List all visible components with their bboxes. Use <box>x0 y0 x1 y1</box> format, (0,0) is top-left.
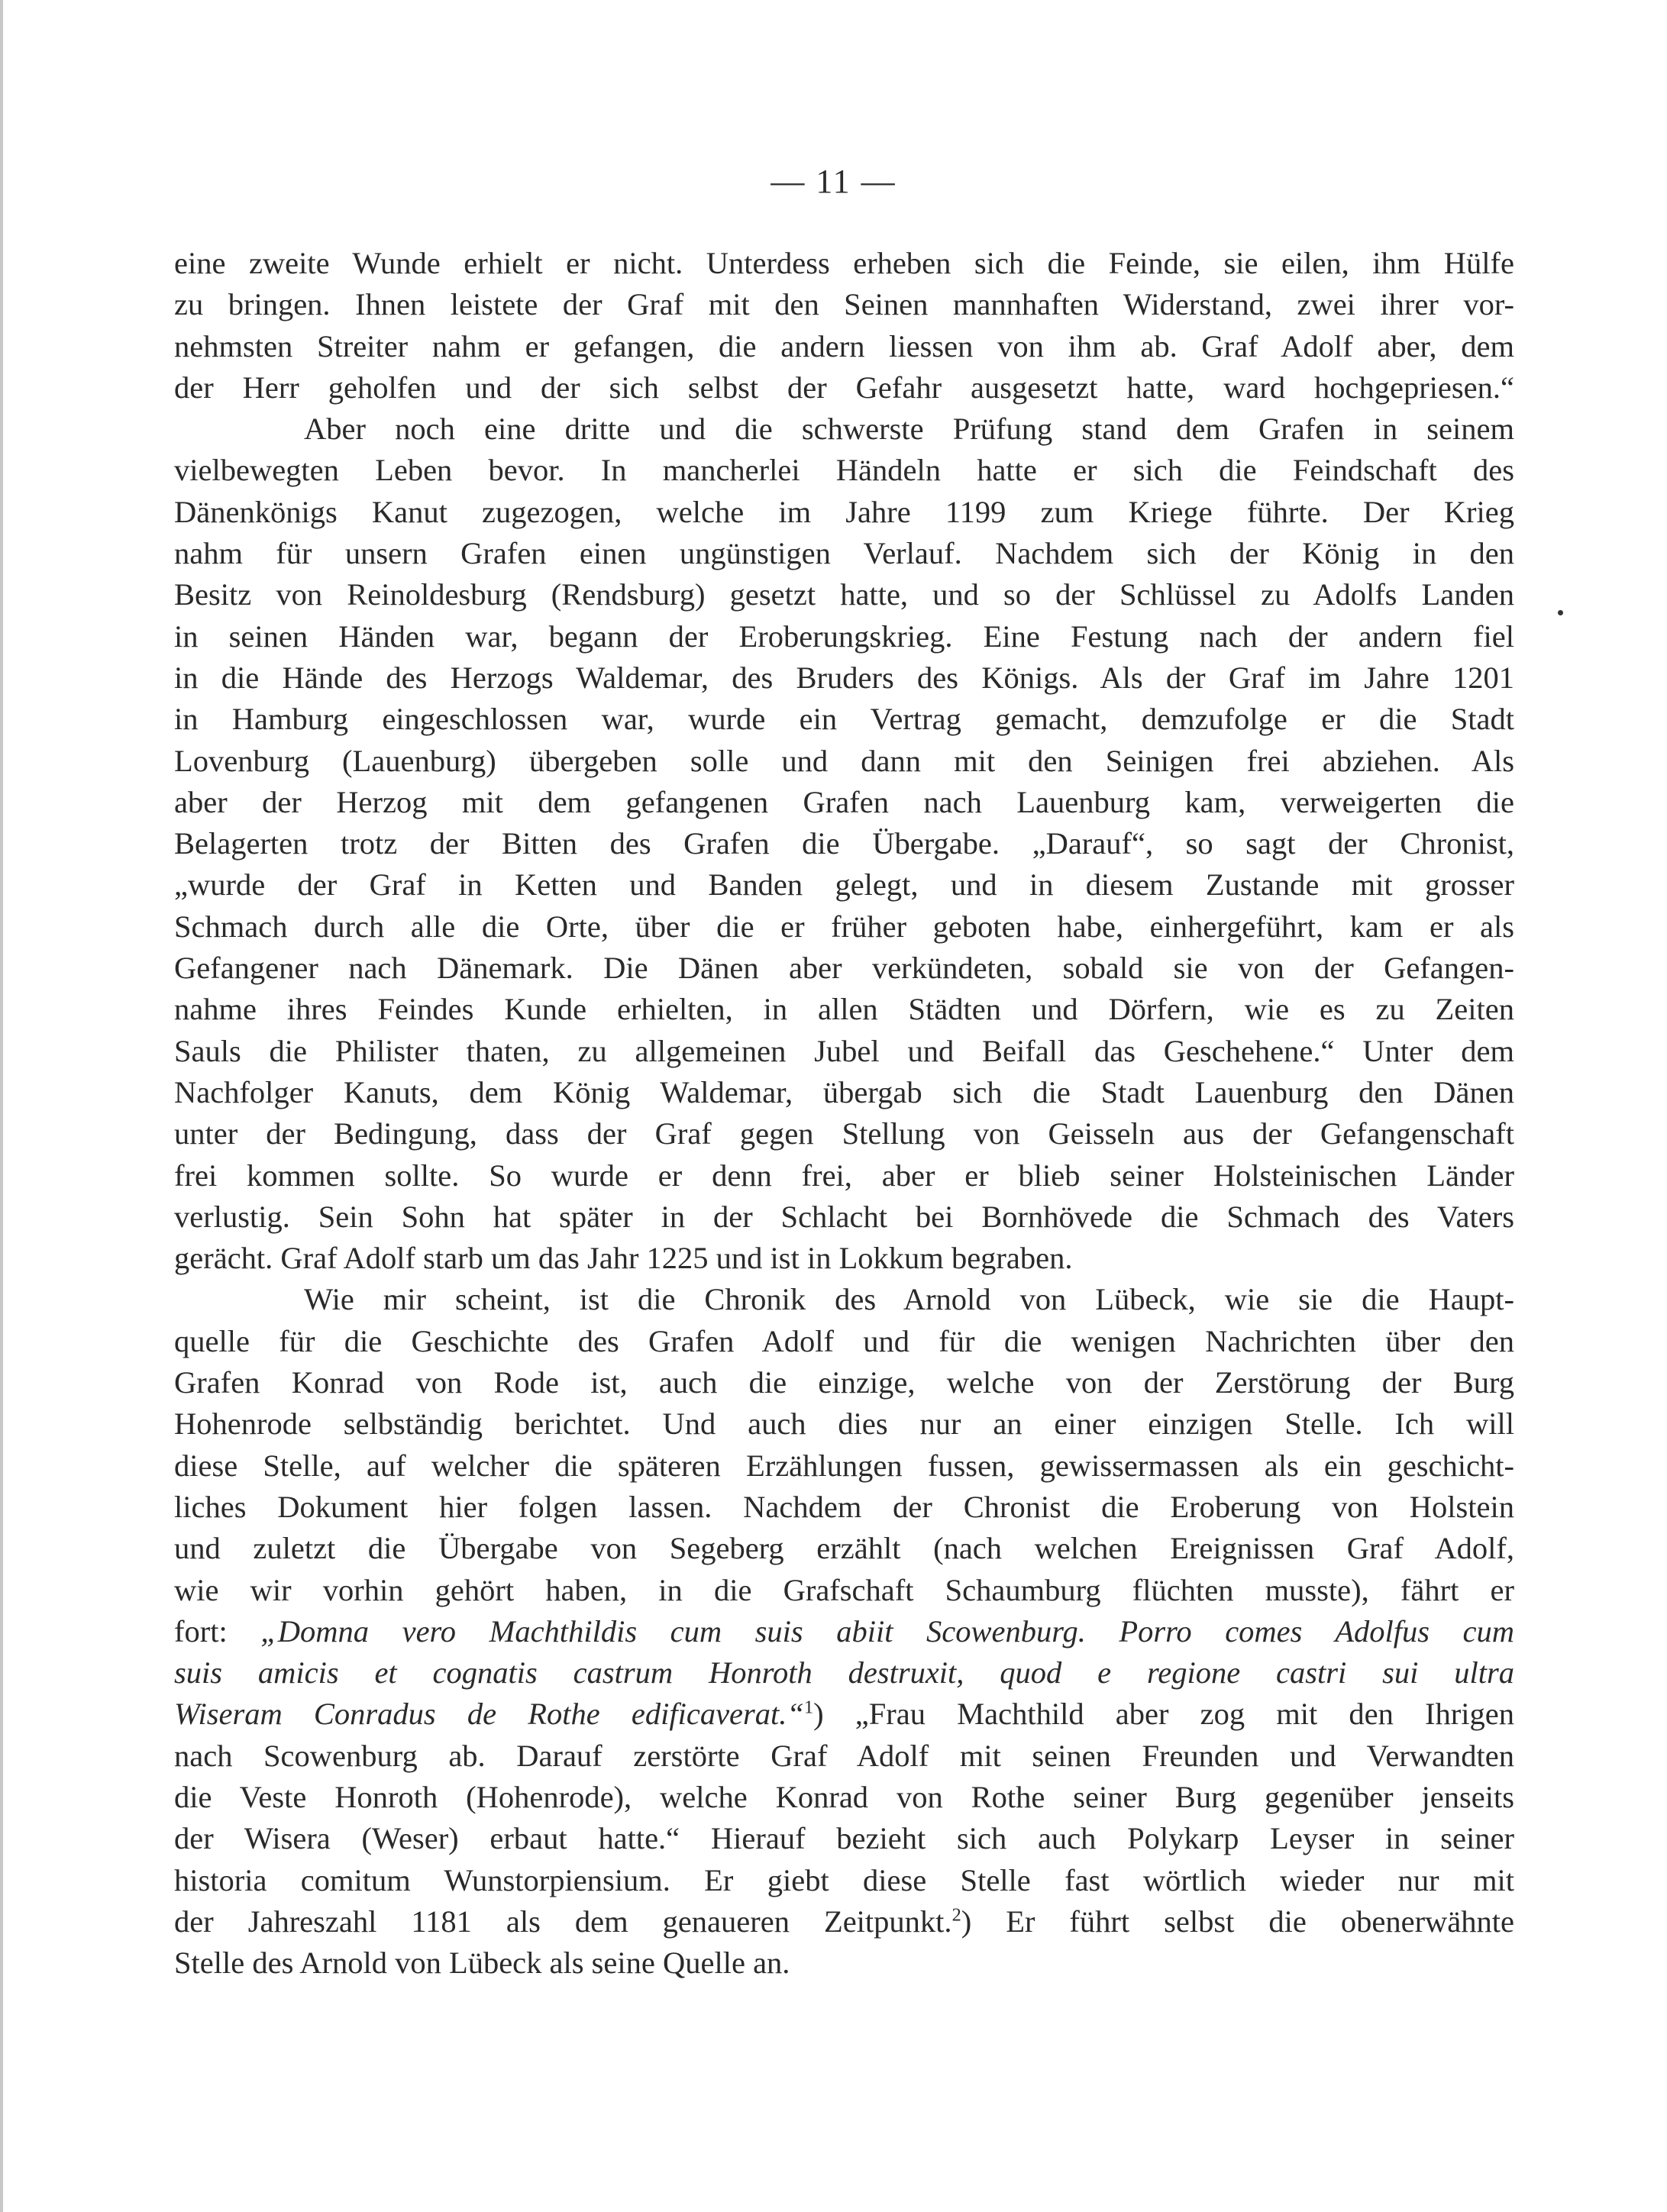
text-line: der Wisera (Weser) erbaut hatte.“ Hierauf bezieht sich auch Polykarp Leyser in seiner <box>174 1821 1514 1856</box>
scan-speck <box>1558 610 1563 615</box>
text-line: historia comitum Wunstorpiensium. Er giebt diese Stelle fast wörtlich wieder nur mit <box>174 1862 1514 1897</box>
text-line <box>174 1694 1514 1735</box>
text-line: Grafen Konrad von Rode ist, auch die einzige, welche von der Zerstörung der Burg <box>174 1365 1514 1400</box>
text-line: unter der Bedingung, dass der Graf gegen Stellung von Geisseln aus der Gefangenschaft <box>174 1116 1514 1151</box>
text-line: zu bringen. Ihnen leistete der Graf mit den Seinen mannhaften Widerstand, zwei ihrer vor- <box>174 287 1514 322</box>
text-fragment: der Jahreszahl 1181 als dem genaueren Zeitpunkt. <box>174 1904 952 1939</box>
text-line: wie wir vorhin gehört haben, in die Grafschaft Schaumburg flüchten musste), fährt er <box>174 1572 1514 1607</box>
text-fragment: ) Er führt selbst die obenerwähnte <box>961 1904 1515 1939</box>
text-line: Hohenrode selbständig berichtet. Und auch dies nur an einer einzigen Stelle. Ich will <box>174 1406 1514 1442</box>
latin-quote-line: suis amicis et cognatis castrum Honroth destruxit, quod e regione castri sui ultra <box>174 1655 1514 1690</box>
text-line: in die Hände des Herzogs Waldemar, des Bruders des Königs. Als der Graf im Jahre 1201 <box>174 660 1514 695</box>
body-text <box>174 243 1514 1984</box>
text-line: verlustig. Sein Sohn hat später in der Schlacht bei Bornhövede die Schmach des Vaters <box>174 1199 1514 1234</box>
text-line: gerächt. Graf Adolf starb um das Jahr 1225 und ist in Lokkum begraben. <box>174 1241 1073 1276</box>
text-line: die Veste Honroth (Hohenrode), welche Konrad von Rothe seiner Burg gegenüber jenseits <box>174 1779 1514 1814</box>
text-line: in Hamburg eingeschlossen war, wurde ein Vertrag gemacht, demzufolge er die Stadt <box>174 702 1514 737</box>
text-line: Schmach durch alle die Orte, über die er früher geboten habe, einhergeführt, kam er als <box>174 909 1514 944</box>
text-line: und zuletzt die Übergabe von Segeberg erzählt (nach welchen Ereignissen Graf Adolf, <box>174 1531 1514 1566</box>
text-line: eine zweite Wunde erhielt er nicht. Unterdess erheben sich die Feinde, sie eilen, ihm Hülfe <box>174 246 1514 280</box>
text-fragment: ) „Frau Machthild aber zog mit den Ihrigen <box>813 1697 1514 1732</box>
latin-quote: „Domna vero Machthildis cum suis abiit Scowenburg. Porro comes Adolfus cum <box>260 1613 1515 1649</box>
text-line: nahme ihres Feindes Kunde erhielten, in allen Städten und Dörfern, wie es zu Zeiten <box>174 992 1514 1027</box>
text-line: Stelle des Arnold von Lübeck als seine Quelle an. <box>174 1946 790 1981</box>
text-line: „wurde der Graf in Ketten und Banden gelegt, und in diesem Zustande mit grosser <box>174 867 1514 903</box>
text-line: Lovenburg (Lauenburg) übergeben solle und dann mit den Seinigen frei abziehen. Als <box>174 743 1514 778</box>
text-line: nach Scowenburg ab. Darauf zerstörte Graf Adolf mit seinen Freunden und Verwandten <box>174 1738 1514 1773</box>
text-line: Wie mir scheint, ist die Chronik des Arnold von Lübeck, wie sie die Haupt- <box>304 1282 1514 1317</box>
text-fragment: fort: <box>174 1613 228 1649</box>
text-line: nahm für unsern Grafen einen ungünstigen Verlauf. Nachdem sich der König in den <box>174 536 1514 571</box>
footnote-marker: 1 <box>803 1697 814 1718</box>
text-line: vielbewegten Leben bevor. In mancherlei Händeln hatte er sich die Feindschaft des <box>174 453 1514 488</box>
text-line: in seinen Händen war, begann der Eroberungskrieg. Eine Festung nach der andern fiel <box>174 618 1514 654</box>
text-line: quelle für die Geschichte des Grafen Adolf und für die wenigen Nachrichten über den <box>174 1323 1514 1358</box>
footnote-marker: 2 <box>951 1904 961 1926</box>
text-line: Dänenkönigs Kanut zugezogen, welche im Jahre 1199 zum Kriege führte. Der Krieg <box>174 494 1514 529</box>
text-line: Belagerten trotz der Bitten des Grafen die Übergabe. „Darauf“, so sagt der Chronist, <box>174 826 1514 861</box>
text-line: Besitz von Reinoldesburg (Rendsburg) gesetzt hatte, und so der Schlüssel zu Adolfs Landen <box>174 577 1514 612</box>
text-line: aber der Herzog mit dem gefangenen Grafen nach Lauenburg kam, verweigerten die <box>174 784 1514 819</box>
text-line: frei kommen sollte. So wurde er denn frei, aber er blieb seiner Holsteinischen Länder <box>174 1158 1514 1193</box>
text-line: Nachfolger Kanuts, dem König Waldemar, übergab sich die Stadt Lauenburg den Dänen <box>174 1074 1514 1109</box>
text-line: diese Stelle, auf welcher die späteren Erzählungen fussen, gewissermassen als ein geschicht- <box>174 1448 1514 1483</box>
text-line: Aber noch eine dritte und die schwerste Prüfung stand dem Grafen in seinem <box>304 412 1514 447</box>
text-line <box>174 1611 1514 1652</box>
text-line: liches Dokument hier folgen lassen. Nachdem der Chronist die Eroberung von Holstein <box>174 1489 1514 1524</box>
text-line <box>174 1901 1514 1942</box>
latin-quote: Wiseram Conradus de Rothe edificaverat.“ <box>174 1697 804 1732</box>
text-line: Sauls die Philister thaten, zu allgemeinen Jubel und Beifall das Geschehene.“ Unter dem <box>174 1033 1514 1068</box>
scan-edge-shadow <box>0 0 3 2212</box>
text-line: nehmsten Streiter nahm er gefangen, die andern liessen von ihm ab. Graf Adolf aber, dem <box>174 328 1514 363</box>
page-number: — 11 — <box>771 163 896 200</box>
text-line: Gefangener nach Dänemark. Die Dänen aber verkündeten, sobald sie von der Gefangen- <box>174 951 1514 986</box>
text-line: der Herr geholfen und der sich selbst der Gefahr ausgesetzt hatte, ward hochgepriesen.“ <box>174 370 1514 405</box>
